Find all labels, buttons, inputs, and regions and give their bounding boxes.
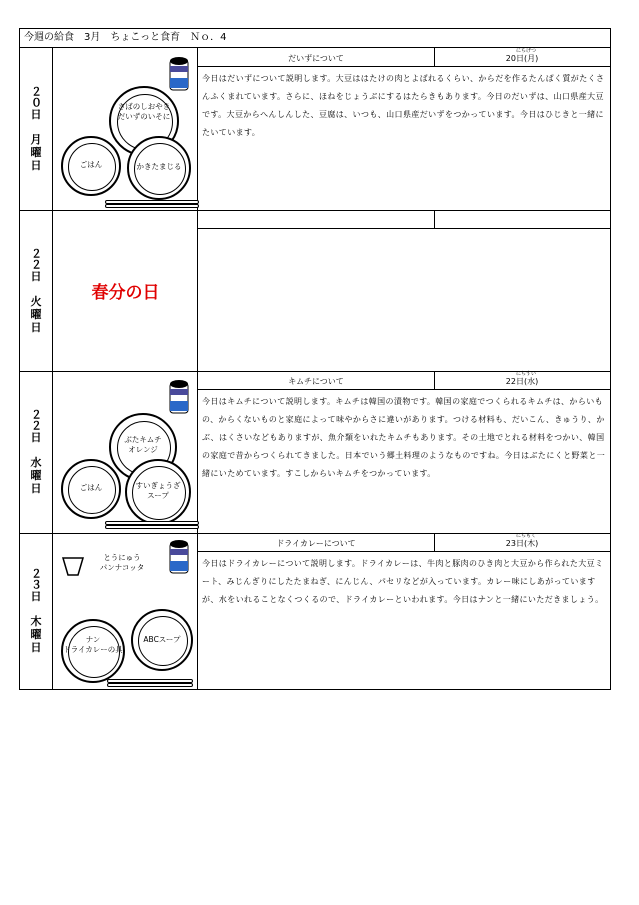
dish-label: ABCスープ xyxy=(143,635,181,644)
weekday-char: 日 xyxy=(30,320,42,334)
weekday-char: 曜 xyxy=(30,628,42,641)
milk-carton-icon xyxy=(167,54,191,92)
topic-date: にちもく 23日(木) xyxy=(505,533,539,548)
description-text: 今日はキムチについて説明します。キムチは韓国の漬物です。韓国の家庭でつくられるキムチは、からいもの、からくないものと家庭によって味やからさに違いがあります。つける材料も、だいこん、きゅうり、かぶ、はくさいなどもありますが、魚介類をいれたキムチもあります。その土地でとれる材料をつかい、韓国の家庭で昔からつくられてきました。日本でいう郷土料理のようなものですね。今日はぶたにくと野菜と一緒にいためています。すこしからいキムチをつかっています。 xyxy=(202,397,606,478)
weekday-char: 曜 xyxy=(30,469,42,482)
menu-illustration xyxy=(53,48,198,210)
weekday-char: 曜 xyxy=(30,146,42,159)
day-suffix: 日 xyxy=(30,108,42,121)
holiday-cell xyxy=(53,210,198,371)
dish-label: ごはん xyxy=(79,160,103,169)
description-area xyxy=(198,371,610,533)
description-area xyxy=(198,48,610,210)
weekday-char: 月 xyxy=(30,133,42,146)
topic-title: だいずについて xyxy=(198,48,435,66)
topic-title: キムチについて xyxy=(198,371,435,389)
topic-header xyxy=(198,48,610,67)
topic-date xyxy=(434,210,610,228)
holiday-label: 春分の日 xyxy=(91,283,160,303)
day-suffix: 日 xyxy=(30,269,42,283)
day-row-thursday xyxy=(20,533,610,689)
description-text: 今日はドライカレーについて説明します。ドライカレーは、牛肉と豚肉のひき肉と大豆から作られた大豆ミート、みじんぎりにしたたまねぎ、にんじん、パセリなどが入っています。カレー味にしあがっていますが、水をいれることなくつくるので、ドライカレーといわれます。今日はナンと一緒にいただきましょう。 xyxy=(202,559,604,604)
dish-label: ぶたキムチ オレンジ xyxy=(124,435,162,454)
day-row-wednesday xyxy=(20,371,610,534)
topic-date: にちげつ 20日(月) xyxy=(505,48,539,63)
day-number: ２２ xyxy=(29,247,43,270)
dish-label: ごはん xyxy=(79,483,103,492)
topic-header xyxy=(198,210,610,229)
day-number: ２３ xyxy=(29,568,43,590)
milk-carton-icon xyxy=(167,377,191,415)
topic-title xyxy=(198,210,435,228)
day-suffix: 日 xyxy=(30,590,42,603)
dish-label: とうにゅう パンナコッタ xyxy=(99,553,145,572)
page-title: 今週の給食 3月 ちょこっと食育 Ｎｏ．4 xyxy=(20,29,610,48)
weekday-char: 日 xyxy=(30,482,42,495)
topic-date: にちすい 22日(水) xyxy=(505,371,539,386)
menu-sheet xyxy=(19,28,611,690)
topic-title: ドライカレーについて xyxy=(198,533,435,551)
weekday-char: 木 xyxy=(30,615,42,628)
day-row-monday xyxy=(20,48,610,211)
weekday-char: 日 xyxy=(30,159,42,172)
day-number: ２２ xyxy=(29,409,43,431)
dish-label: すいぎょうざ スープ xyxy=(135,481,181,500)
weekday-char: 火 xyxy=(30,294,42,308)
day-row-tuesday xyxy=(20,210,610,372)
day-label xyxy=(20,533,53,689)
description-text: 今日はだいずについて説明します。大豆ははたけの肉とよばれるくらい、からだを作るたんぱく質がたくさんふくまれています。さらに、ほねをじょうぶにするはたらきもあります。今日のだいずは、山口県産大豆です。大豆からへんしんした、豆腐は、いつも、山口県産だいずをつかっています。今日はひじきと一緒にたいています。 xyxy=(202,74,605,137)
day-label xyxy=(20,48,53,210)
day-number: ２０ xyxy=(29,86,43,108)
dish-label: ナン ドライカレーの具 xyxy=(63,635,123,654)
topic-header xyxy=(198,533,610,552)
weekday-char: 水 xyxy=(30,456,42,469)
cup-icon xyxy=(61,555,85,577)
day-label xyxy=(20,371,53,533)
milk-carton-icon xyxy=(167,537,191,575)
dish-label: さばのしおやき だいずのいそに xyxy=(117,102,171,121)
chopstick xyxy=(105,525,199,529)
topic-header xyxy=(198,371,610,390)
weekday-char: 日 xyxy=(30,641,42,654)
dish-label: かきたまじる xyxy=(136,162,182,171)
menu-illustration xyxy=(53,371,198,533)
weekday-char: 曜 xyxy=(30,307,42,321)
description-area xyxy=(198,210,610,371)
menu-illustration xyxy=(53,533,198,689)
day-label xyxy=(20,210,53,371)
chopstick xyxy=(105,204,199,208)
day-suffix: 日 xyxy=(30,431,42,444)
description-area xyxy=(198,533,610,689)
spoon xyxy=(107,683,193,687)
